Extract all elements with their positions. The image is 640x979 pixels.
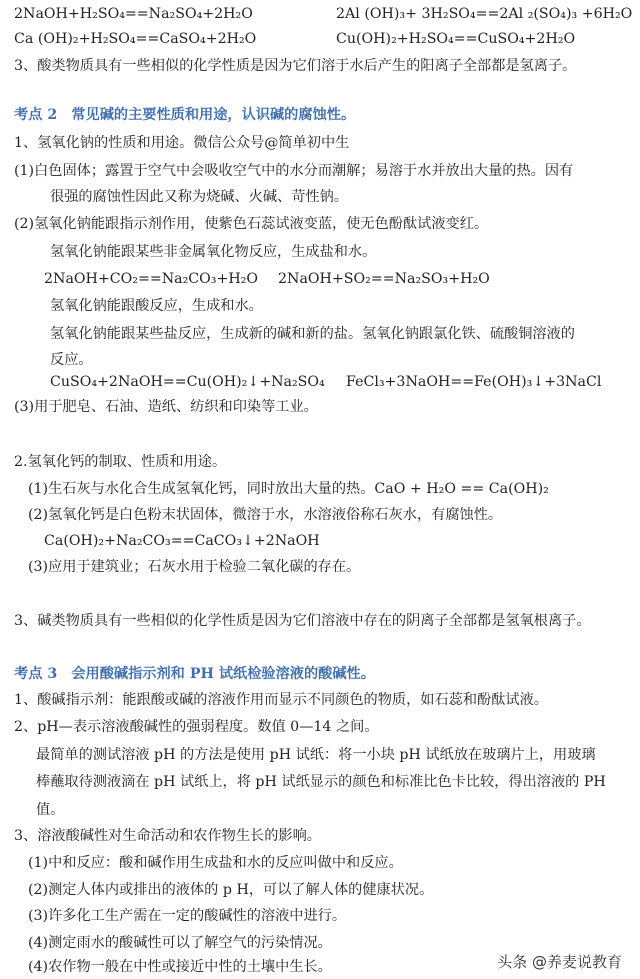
equation-naoh-co2: 2NaOH+CO₂==Na₂CO₃+H₂O: [44, 271, 259, 287]
naoh-salt-reaction-b: 反应。: [50, 352, 93, 368]
equation-caoh2-na2co3: Ca(OH)₂+Na₂CO₃==CaCO₃↓+2NaOH: [44, 533, 320, 549]
equation-cuso4-naoh: CuSO₄+2NaOH==Cu(OH)₂↓+Na₂SO₄: [50, 374, 325, 390]
life-item-4: (4)测定雨水的酸碱性可以了解空气的污染情况。: [28, 935, 332, 951]
life-heading: 3、溶液酸碱性对生命活动和农作物生长的影响。: [14, 828, 321, 844]
naoh-acid-reaction: 氢氧化钠能跟酸反应，生成和水。: [50, 298, 263, 314]
life-item-1: (1)中和反应：酸和碱作用生成盐和水的反应叫做中和反应。: [28, 855, 403, 871]
naoh-property-1a: (1)白色固体；露置于空气中会吸收空气中的水分而潮解；易溶于水并放出大量的热。因有: [14, 163, 574, 179]
equation-acid-aloh3: 2Al (OH)₃+ 3H₂SO₄==2Al ₂(SO₄)₃ +6H₂O: [336, 6, 633, 22]
life-item-2: (2)测定人体内或排出的液体的 p H，可以了解人体的健康状况。: [28, 882, 434, 898]
naoh-property-2: (2)氢氧化钠能跟指示剂作用，使紫色石蕊试液变蓝，使无色酚酞试液变红。: [14, 216, 489, 232]
equation-naoh-so2: 2NaOH+SO₂==Na₂SO₃+H₂O: [278, 271, 490, 287]
base-summary: 3、碱类物质具有一些相似的化学性质是因为它们溶液中存在的阴离子全部都是氢氧根离子。: [14, 613, 591, 629]
naoh-salt-reaction-a: 氢氧化钠能跟某些盐反应，生成新的碱和新的盐。氢氧化钠跟氯化铁、硫酸铜溶液的: [50, 326, 575, 342]
section-title-kd2: 考点 2 常见碱的主要性质和用途，认识碱的腐蚀性。: [14, 107, 356, 123]
caoh-heading: 2.氢氧化钙的制取、性质和用途。: [14, 454, 227, 470]
naoh-property-2b: 氢氧化钠能跟某些非金属氧化物反应，生成盐和水。: [50, 244, 377, 260]
naoh-property-1b: 很强的腐蚀性因此又称为烧碱、火碱、苛性钠。: [50, 189, 348, 205]
ph-test-method-a: 最简单的测试溶液 pH 的方法是使用 pH 试纸：将一小块 pH 试纸放在玻璃片上，用玻璃: [36, 747, 596, 763]
caoh-property-1: (1)生石灰与水化合生成氢氧化钙，同时放出大量的热。CaO + H₂O == Ca(OH)₂: [28, 481, 549, 497]
life-item-5: (4)农作物一般在中性或接近中性的土壤中生长。: [28, 959, 332, 975]
equation-acid-caoh2: Ca (OH)₂+H₂SO₄==CaSO₄+2H₂O: [14, 31, 257, 47]
equation-fecl3-naoh: FeCl₃+3NaOH==Fe(OH)₃↓+3NaCl: [346, 374, 602, 390]
naoh-heading: 1、氢氧化钠的性质和用途。微信公众号@简单初中生: [14, 135, 350, 151]
naoh-uses: (3)用于肥皂、石油、造纸、纺织和印染等工业。: [14, 399, 318, 415]
ph-test-method-b: 棒蘸取待测液滴在 pH 试纸上，将 pH 试纸显示的颜色和标准比色卡比较，得出溶液的 PH: [36, 774, 606, 790]
ph-definition: 2、pH—表示溶液酸碱性的强弱程度。数值 0—14 之间。: [14, 719, 379, 735]
equation-acid-cuoh2: Cu(OH)₂+H₂SO₄==CuSO₄+2H₂O: [336, 31, 576, 47]
acid-summary: 3、酸类物质具有一些相似的化学性质是因为它们溶于水后产生的阳离子全部都是氢离子。: [14, 58, 577, 74]
indicator-definition: 1、酸碱指示剂：能跟酸或碱的溶液作用而显示不同颜色的物质，如石蕊和酚酞试液。: [14, 692, 548, 708]
life-item-3: (3)许多化工生产需在一定的酸碱性的溶液中进行。: [28, 908, 347, 924]
ph-test-method-c: 值。: [36, 802, 65, 818]
caoh-property-2: (2)氢氧化钙是白色粉末状固体，微溶于水，水溶液俗称石灰水，有腐蚀性。: [28, 507, 503, 523]
equation-acid-naoh: 2NaOH+H₂SO₄==Na₂SO₄+2H₂O: [14, 6, 253, 22]
section-title-kd3: 考点 3 会用酸碱指示剂和 PH 试纸检验溶液的酸碱性。: [14, 666, 375, 682]
caoh-property-3: (3)应用于建筑业；石灰水用于检验二氧化碳的存在。: [28, 559, 361, 575]
watermark: 头条 @养麦说教育: [493, 950, 626, 973]
